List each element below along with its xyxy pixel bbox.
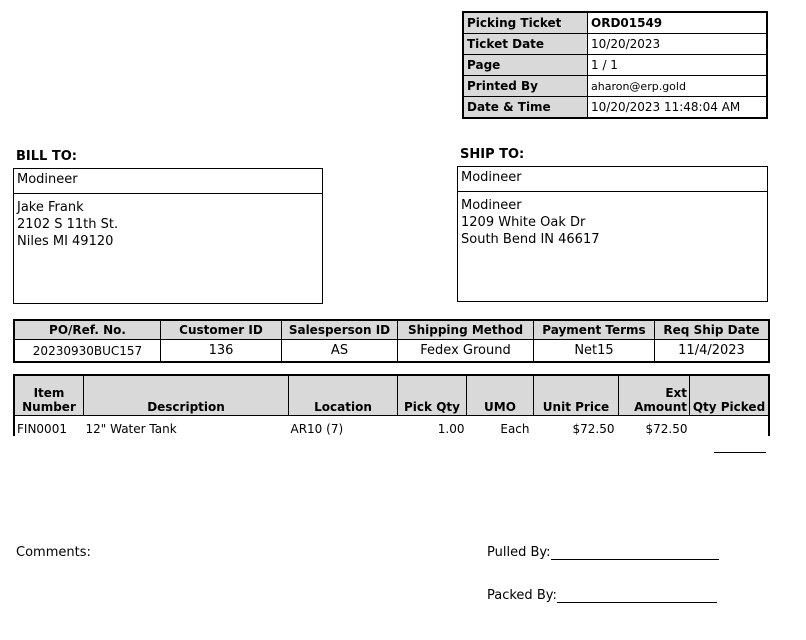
line-items-table	[13, 374, 770, 436]
table-row	[14, 416, 769, 437]
unit-price-cell: $72.50	[572, 422, 615, 436]
ticket-date-value: 10/20/2023	[588, 34, 768, 55]
ship-to-line: Modineer	[461, 198, 522, 213]
umo-header: UMO	[467, 375, 534, 416]
bill-to-line: 2102 S 11th St.	[17, 217, 119, 232]
qty-picked-header: Qty Picked	[690, 375, 770, 416]
ticket-info-table	[462, 11, 768, 119]
ship-to-line: South Bend IN 46617	[461, 232, 600, 247]
payment-terms-value: Net15	[534, 340, 655, 363]
page-value: 1 / 1	[588, 55, 768, 76]
reference-header-row	[14, 320, 769, 340]
ticket-info-label: Picking Ticket	[463, 12, 588, 34]
order-reference-table	[13, 319, 770, 363]
ship-to-box	[457, 166, 768, 302]
payment-terms-header: Payment Terms	[534, 320, 655, 340]
ship-to-company: Modineer	[458, 167, 767, 192]
customer-id-header: Customer ID	[161, 320, 282, 340]
req-ship-date-header: Req Ship Date	[655, 320, 770, 340]
pulled-by-field	[487, 545, 719, 560]
bill-to-box	[13, 168, 323, 304]
pulled-by-line	[551, 545, 719, 560]
shipping-method-header: Shipping Method	[398, 320, 534, 340]
customer-id-value: 136	[161, 340, 282, 363]
umo-cell: Each	[500, 422, 530, 436]
ship-to-line: 1209 White Oak Dr	[461, 215, 586, 230]
bill-to-company: Modineer	[14, 169, 322, 194]
po-ref-header: PO/Ref. No.	[14, 320, 161, 340]
location-cell: AR10 (7)	[290, 422, 344, 436]
ship-to-title: SHIP TO:	[460, 147, 525, 162]
shipping-method-value: Fedex Ground	[398, 340, 534, 363]
picking-ticket-value: ORD01549	[588, 12, 768, 34]
pulled-by-label: Pulled By:	[487, 545, 551, 560]
printed-by-value: aharon@erp.gold	[588, 76, 768, 97]
ticket-info-label: Page	[463, 55, 588, 76]
item-number-header: Item Number	[14, 375, 84, 416]
ticket-info-label: Ticket Date	[463, 34, 588, 55]
ticket-info-row	[463, 34, 767, 55]
ticket-info-row	[463, 97, 767, 119]
req-ship-date-value: 11/4/2023	[655, 340, 770, 363]
bill-to-line: Jake Frank	[17, 200, 84, 215]
pick-qty-cell: 1.00	[437, 422, 465, 436]
bill-to-line: Niles MI 49120	[17, 234, 114, 249]
ticket-info-label: Date & Time	[463, 97, 588, 119]
po-ref-value: 20230930BUC157	[14, 340, 161, 363]
item-number-cell: FIN0001	[17, 422, 67, 436]
qty-picked-signature-line	[714, 452, 766, 453]
items-header-row	[14, 375, 769, 416]
ext-amount-cell: $72.50	[645, 422, 688, 436]
location-header: Location	[289, 375, 398, 416]
ticket-info-label: Printed By	[463, 76, 588, 97]
description-header: Description	[84, 375, 289, 416]
packed-by-line	[557, 588, 717, 603]
bill-to-title: BILL TO:	[16, 149, 77, 164]
ship-to-address	[458, 192, 767, 248]
unit-price-header: Unit Price	[534, 375, 619, 416]
date-time-value: 10/20/2023 11:48:04 AM	[588, 97, 768, 119]
salesperson-id-header: Salesperson ID	[282, 320, 398, 340]
ticket-info-row	[463, 55, 767, 76]
reference-value-row	[14, 340, 769, 363]
pick-qty-header: Pick Qty	[398, 375, 467, 416]
qty-picked-cell	[690, 416, 770, 437]
description-cell: 12" Water Tank	[85, 422, 177, 436]
bill-to-address	[14, 194, 322, 250]
ticket-info-row	[463, 76, 767, 97]
packed-by-field	[487, 588, 717, 603]
ext-amount-header: Ext Amount	[619, 375, 690, 416]
salesperson-id-value: AS	[282, 340, 398, 363]
packed-by-label: Packed By:	[487, 588, 557, 603]
ticket-info-row	[463, 12, 767, 34]
comments-label: Comments:	[16, 545, 91, 560]
